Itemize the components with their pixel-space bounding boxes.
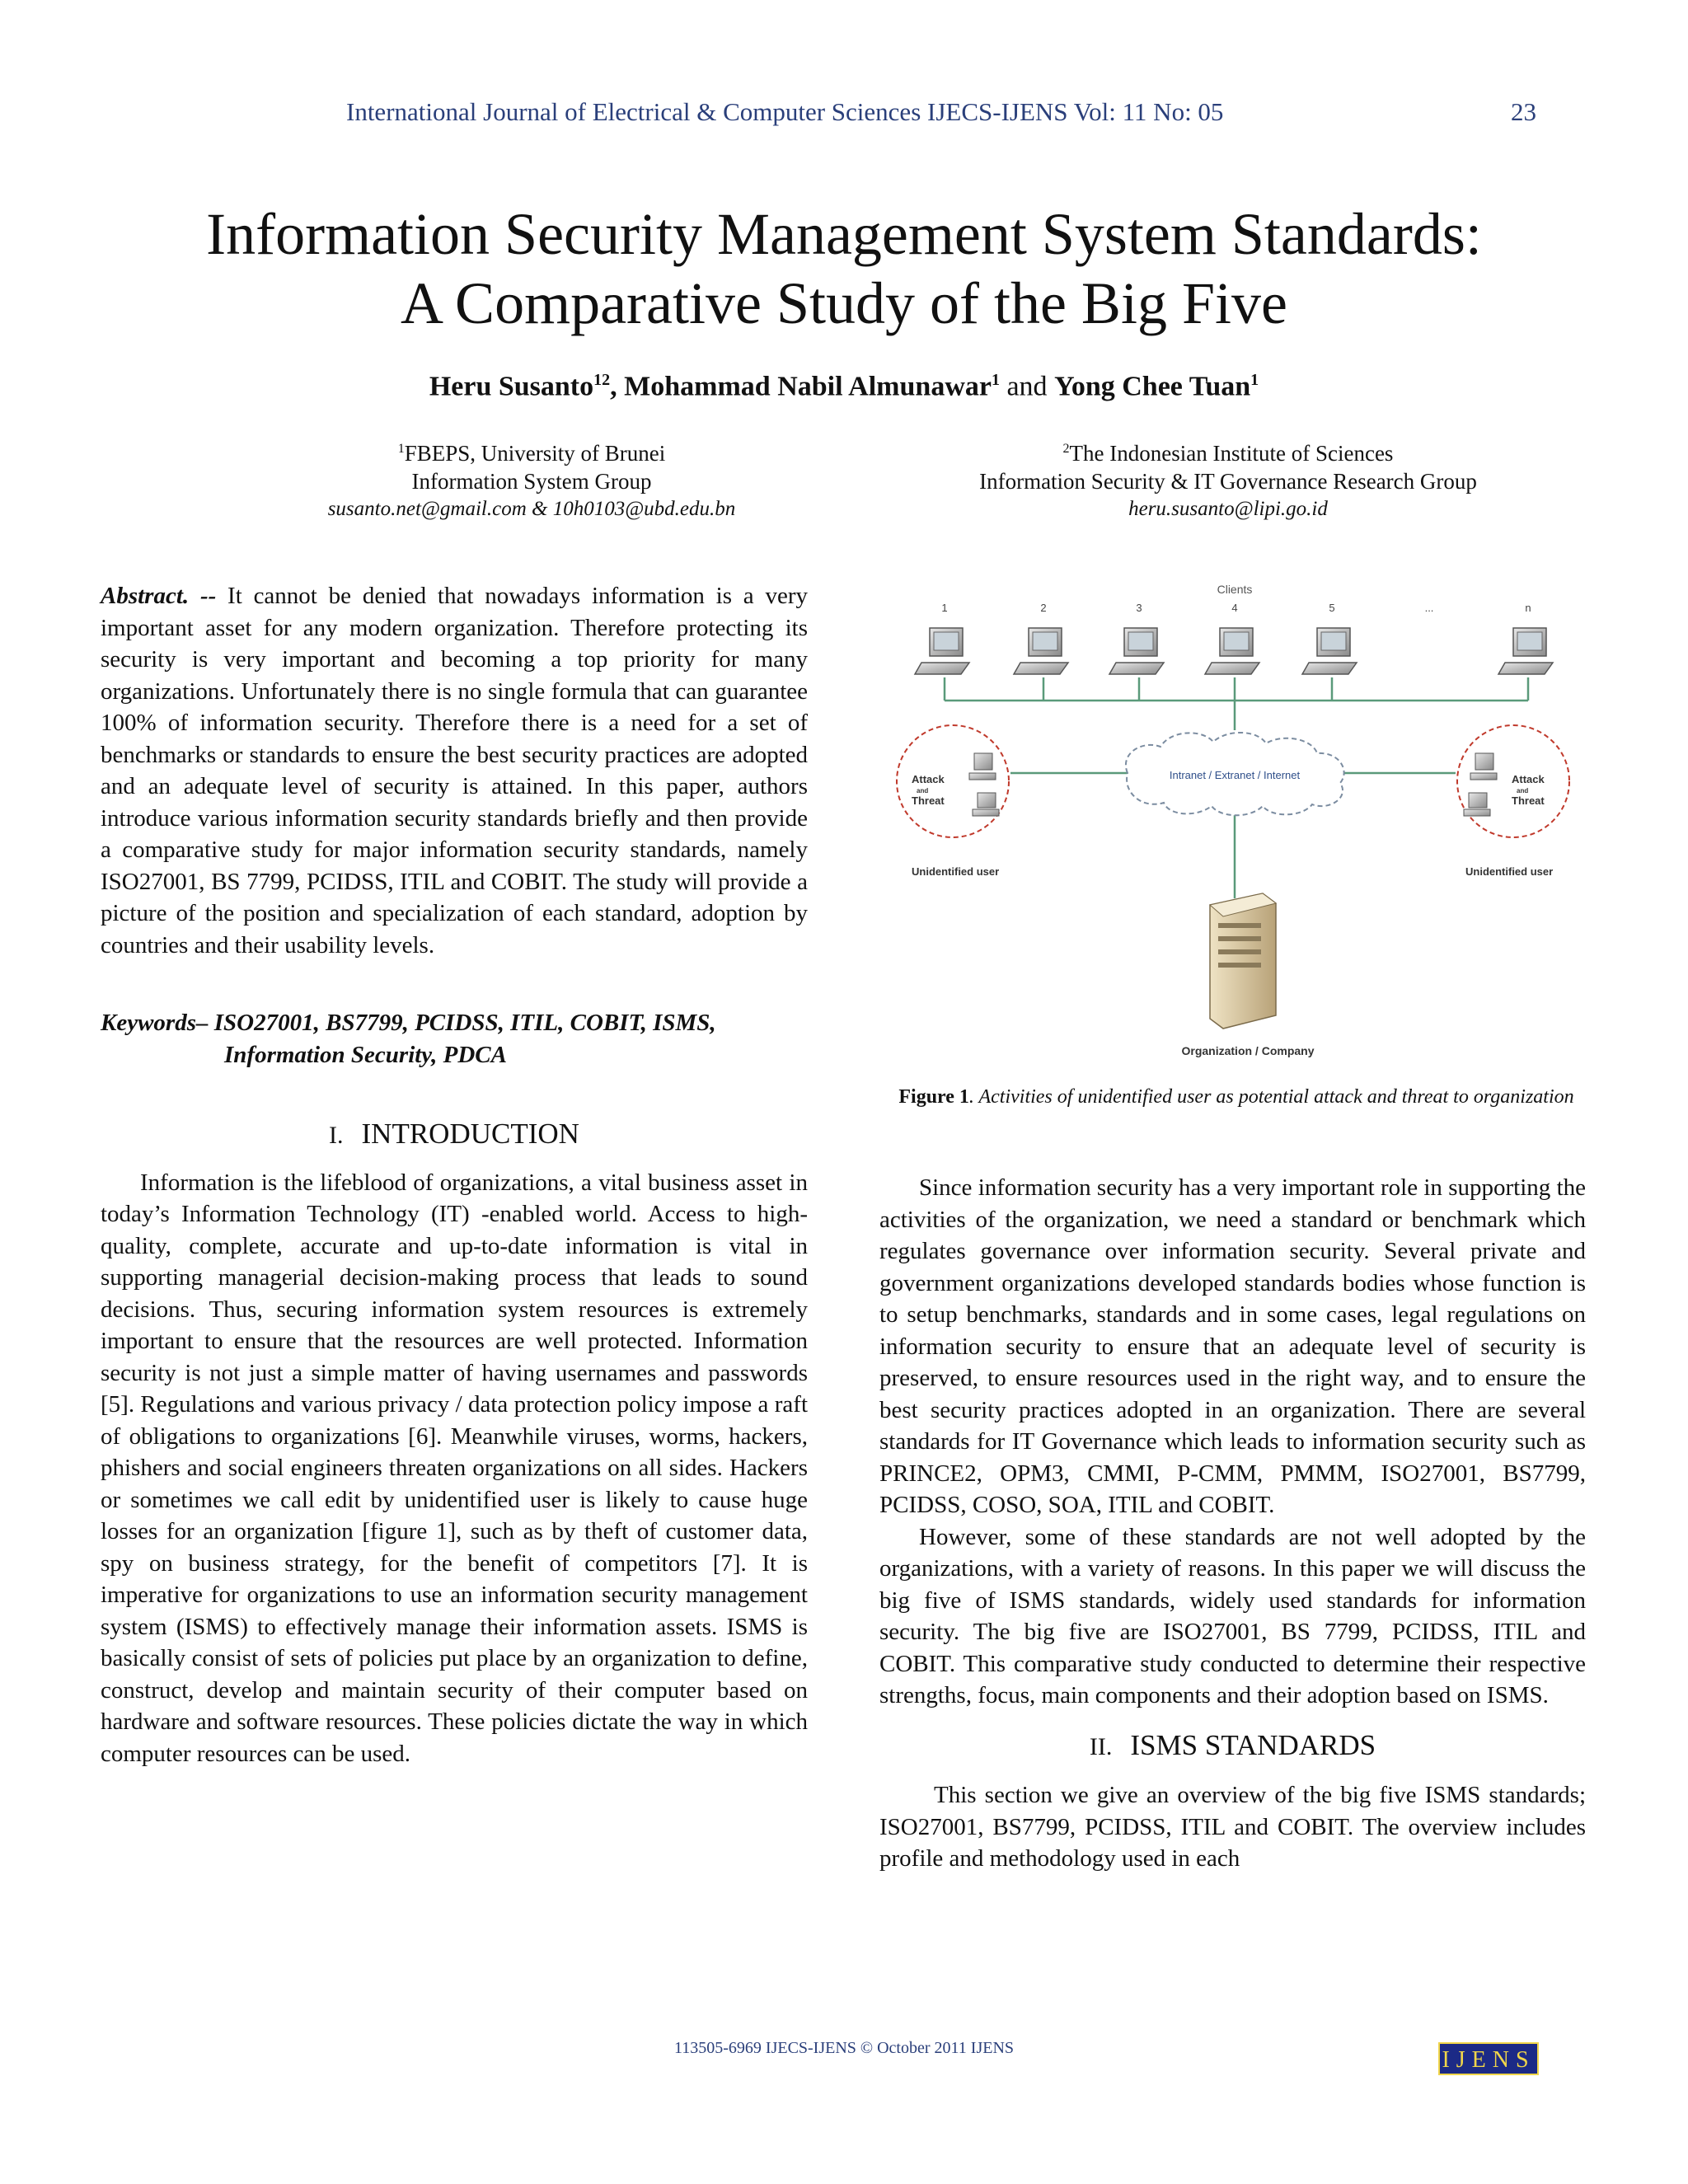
abstract-lead: Abstract. -- [101,583,217,609]
section-number: I. [329,1122,344,1149]
page-number: 23 [1511,97,1536,126]
figure-caption-text: . Activities of unidentified user as potential attack and threat to organization [968,1086,1574,1108]
affiliation-group: Information System Group [411,469,652,494]
author-list: Heru Susanto$^{12}$, Mohammad Nabil Almunawar$^1$ and Yong Chee Tuan$^1$ [429,371,1259,402]
affiliation-institution: FBEPS, University of Brunei [404,441,666,466]
paper-title [0,199,1688,338]
attack-label: and [917,787,929,794]
client-number: 3 [1136,602,1142,614]
body-paragraph: However, some of these standards are not well adopted by the organizations, with a variety of reasons. In this paper we will discuss the big five of ISMS standards, widely used standards for information security. The big five are ISO27001, BS 7799, PCIDSS, ITIL and COBIT. This comparative study conducted to determine their respective strengths, focus, main components and their adoption based on ISMS. [879,1523,1586,1708]
figure-caption-label: Figure 1 [898,1086,969,1108]
footer-text: 113505-6969 IJECS-IJENS © October 2011 IJENS [673,2039,1015,2057]
author-conjunction: and [1006,371,1048,402]
affiliation-institution: The Indonesian Institute of Sciences [1069,441,1394,466]
unidentified-user-label: Unidentified user [1465,865,1554,878]
affiliation-left [223,435,841,523]
clients-label: Clients [1217,583,1253,596]
computer-icon [1205,628,1259,674]
affiliation-email[interactable]: heru.susanto@lipi.go.id [1128,498,1328,520]
section-title: INTRODUCTION [361,1118,579,1150]
client-number: 1 [941,602,948,614]
affiliation-mark: 1 [397,442,405,456]
body-paragraph: Since information security has a very important role in supporting the activities of the organization, we need a standard or benchmark which regulates governance over information security. Several private and government organizations developed standards bodies whose function is to setup benchmarks, standards and in some cases, legal regulations on information security to ensure that an adequate level of security is preserved, to ensure resources used in the right way, and to ensure the best security practices adopted in an organization. There are several standards for IT Governance which leads to information security such as PRINCE2, OPM3, CMMI, P-CMM, PMMM, ISO27001, BS7799, PCIDSS, COSO, SOA, ITIL and COBIT. [879,1174,1586,1518]
cloud-label: Intranet / Extranet / Internet [1169,769,1301,781]
author-affiliation-mark: 1 [1250,371,1259,389]
computer-icon [1014,628,1068,674]
client-number: 5 [1329,602,1335,614]
affiliation-group: Information Security & IT Governance Research Group [979,469,1477,494]
abstract-text: It cannot be denied that nowadays information is a very important asset for any modern organization. Therefore protecting its security is very important and becoming a top priority for many organizations. Unfortunately there is no single formula that can guarantee 100% of information security. Therefore there is a need for a set of benchmarks or standards to ensure the best security practices are adopted and an adequate level of security is attained. In this paper, authors introduce various information security standards briefly and then provide a comparative study for major information security standards, namely ISO27001, BS 7799, PCIDSS, ITIL and COBIT. The study will provide a picture of the position and specialization of each standard, adoption by countries and their usability levels. [101,583,808,958]
attack-threat-left [897,725,1009,878]
author-affiliation-mark: 1 [991,371,1000,389]
computer-icon [1109,628,1164,674]
section-heading-introduction [101,1118,808,1152]
affiliation-right [874,435,1582,523]
section-heading-isms-standards [879,1730,1586,1764]
right-column [879,1172,1586,1875]
author-name: Mohammad Nabil Almunawar [624,371,992,402]
keywords [101,1007,808,1071]
running-head: International Journal of Electrical & Computer Sciences IJECS-IJENS Vol: 11 No: 05 [346,97,1224,126]
body-paragraph: This section we give an overview of the big five ISMS standards; ISO27001, BS7799, PCIDSS, ITIL and COBIT. The overview includes profile and methodology used in each [879,1782,1586,1872]
title-line-1: Information Security Management System Standards: [206,201,1482,267]
keywords-line-2: Information Security, PDCA [224,1041,507,1068]
server-label: Organization / Company [1181,1044,1315,1057]
left-column [101,580,808,1769]
introduction-paragraph: Information is the lifeblood of organizations, a vital business asset in today’s Information Technology (IT) -enabled world. Access to high-quality, complete, accurate and up-to-date information is vital in supporting managerial decision-making process that leads to sound decisions. Thus, securing information system resources is extremely important to ensure that the resources are well protected. Information security is not just a simple matter of having usernames and passwords [5]. Regulations and various privacy / data protection policy impose a raft of obligations to organizations [6]. Meanwhile viruses, worms, hackers, phishers and social engineers threaten organizations on all sides. Hackers or sometimes we call edit by unidentified user is likely to cause huge losses for an organization [figure 1], such as by theft of customer data, spy on business strategy, for the benefit of competitors [7]. It is imperative for organizations to use an information security management system (ISMS) to effectively manage their information assets. ISMS is basically consist of sets of policies put place by an organization to define, construct, develop and maintain security of their computer based on hardware and software resources. These policies dictate the way in which computer resources can be used. [101,1169,808,1767]
client-number: n [1525,602,1531,614]
section-title: ISMS STANDARDS [1130,1728,1376,1761]
author-name: Heru Susanto [429,371,594,402]
internet-cloud [1126,733,1344,815]
affiliation-mark: 2 [1062,442,1070,456]
author-affiliation-mark: 12 [593,371,611,389]
figure-1-network-diagram [895,577,1596,1063]
computer-icon [915,628,969,674]
server-icon [1210,893,1276,1029]
network-diagram [895,577,1596,1063]
client-computer-icons [915,628,1553,674]
keywords-line-1: Keywords– ISO27001, BS7799, PCIDSS, ITIL, COBIT, ISMS, [101,1010,716,1036]
section-number: II. [1089,1732,1113,1760]
computer-icon [1302,628,1357,674]
client-number: 2 [1040,602,1047,614]
figure-1-caption [882,1085,1591,1110]
attack-label: and [1517,787,1529,794]
attack-label: Attack [912,773,945,785]
attack-threat-right [1457,725,1569,878]
affiliation-email[interactable]: susanto.net@gmail.com & 10h0103@ubd.edu.bn [327,498,736,520]
unidentified-user-label: Unidentified user [912,865,1000,878]
attack-label: Threat [1512,794,1545,807]
computer-icon [1498,628,1553,674]
client-number: 4 [1231,602,1238,614]
abstract [101,580,808,961]
client-number: ... [1424,602,1434,614]
author-name: Yong Chee Tuan [1054,371,1251,402]
title-line-2: A Comparative Study of the Big Five [401,270,1287,336]
ijens-logo: IJENS [1438,2042,1539,2075]
attack-label: Threat [912,794,945,807]
attack-label: Attack [1512,773,1545,785]
